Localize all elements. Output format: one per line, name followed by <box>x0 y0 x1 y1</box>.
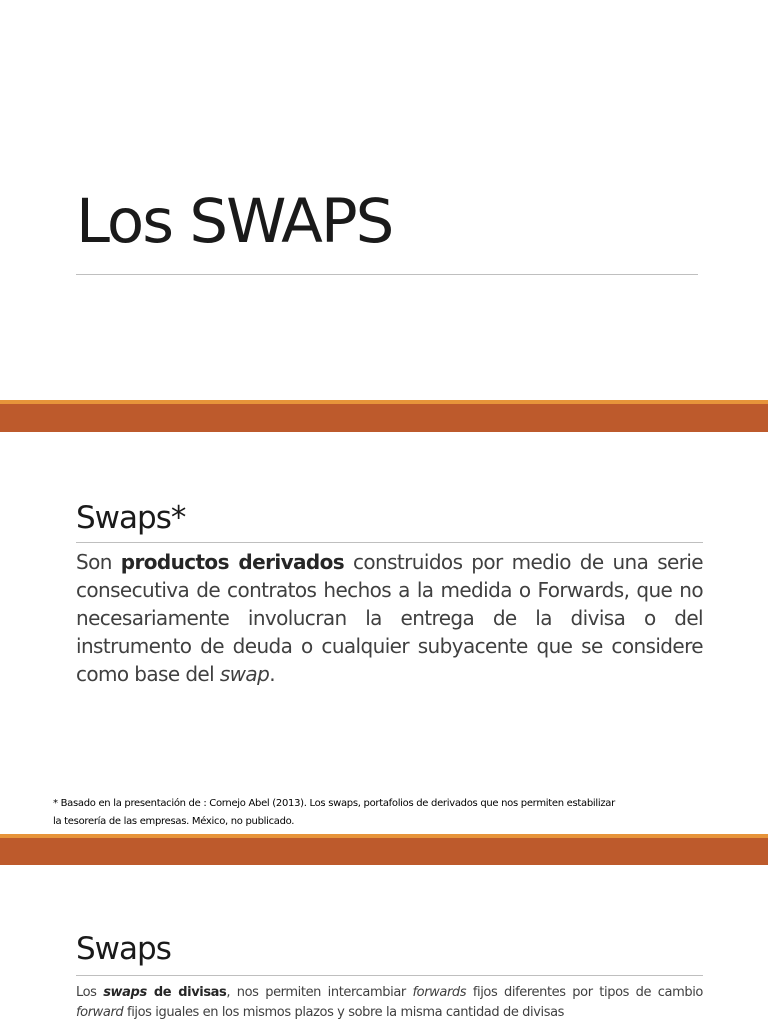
italic-term: forward <box>76 1005 124 1020</box>
swaps-definition-slide <box>0 432 768 834</box>
footnote-line: * Basado en la presentación de : Cornejo Abel (2013). Los swaps, portafolios de derivados que nos permiten estabilizar <box>53 798 615 809</box>
text-run: construidos por medio de una serie consecutiva de contratos hechos a la medida o Forwards, que no necesariamente involucran la entrega de la divisa o del instrumento de deuda o cualquier subyacente que se considere como base del <box>76 550 703 686</box>
heading-divider <box>76 542 703 543</box>
definition-paragraph <box>76 548 703 688</box>
bold-term: productos derivados <box>120 550 345 574</box>
slide-title: Los SWAPS <box>76 186 393 257</box>
text-run: fijos iguales en los mismos plazos y sobre la misma cantidad de divisas <box>123 1005 565 1020</box>
bold-italic-term: swaps <box>103 985 147 1000</box>
slide-separator <box>0 400 768 432</box>
slide-heading: Swaps* <box>76 500 186 536</box>
italic-term: forwards <box>412 985 467 1000</box>
text-run: fijos diferentes por tipos de cambio <box>466 985 703 1000</box>
text-run: Son <box>76 550 121 574</box>
text-run: . <box>269 662 275 686</box>
footnote-line: la tesorería de las empresas. México, no publicado. <box>53 816 295 827</box>
bold-term: de divisas <box>146 985 227 1000</box>
text-run: , nos permiten intercambiar <box>226 985 413 1000</box>
title-slide <box>0 0 768 400</box>
footnote <box>53 795 753 831</box>
divisas-paragraph <box>76 983 703 1023</box>
slide-heading: Swaps <box>76 931 171 967</box>
italic-term: swap <box>219 662 270 686</box>
heading-divider <box>76 975 703 976</box>
text-run: Los <box>76 985 104 1000</box>
swaps-divisas-slide <box>0 865 768 1024</box>
title-divider <box>76 274 698 275</box>
slide-separator <box>0 834 768 865</box>
